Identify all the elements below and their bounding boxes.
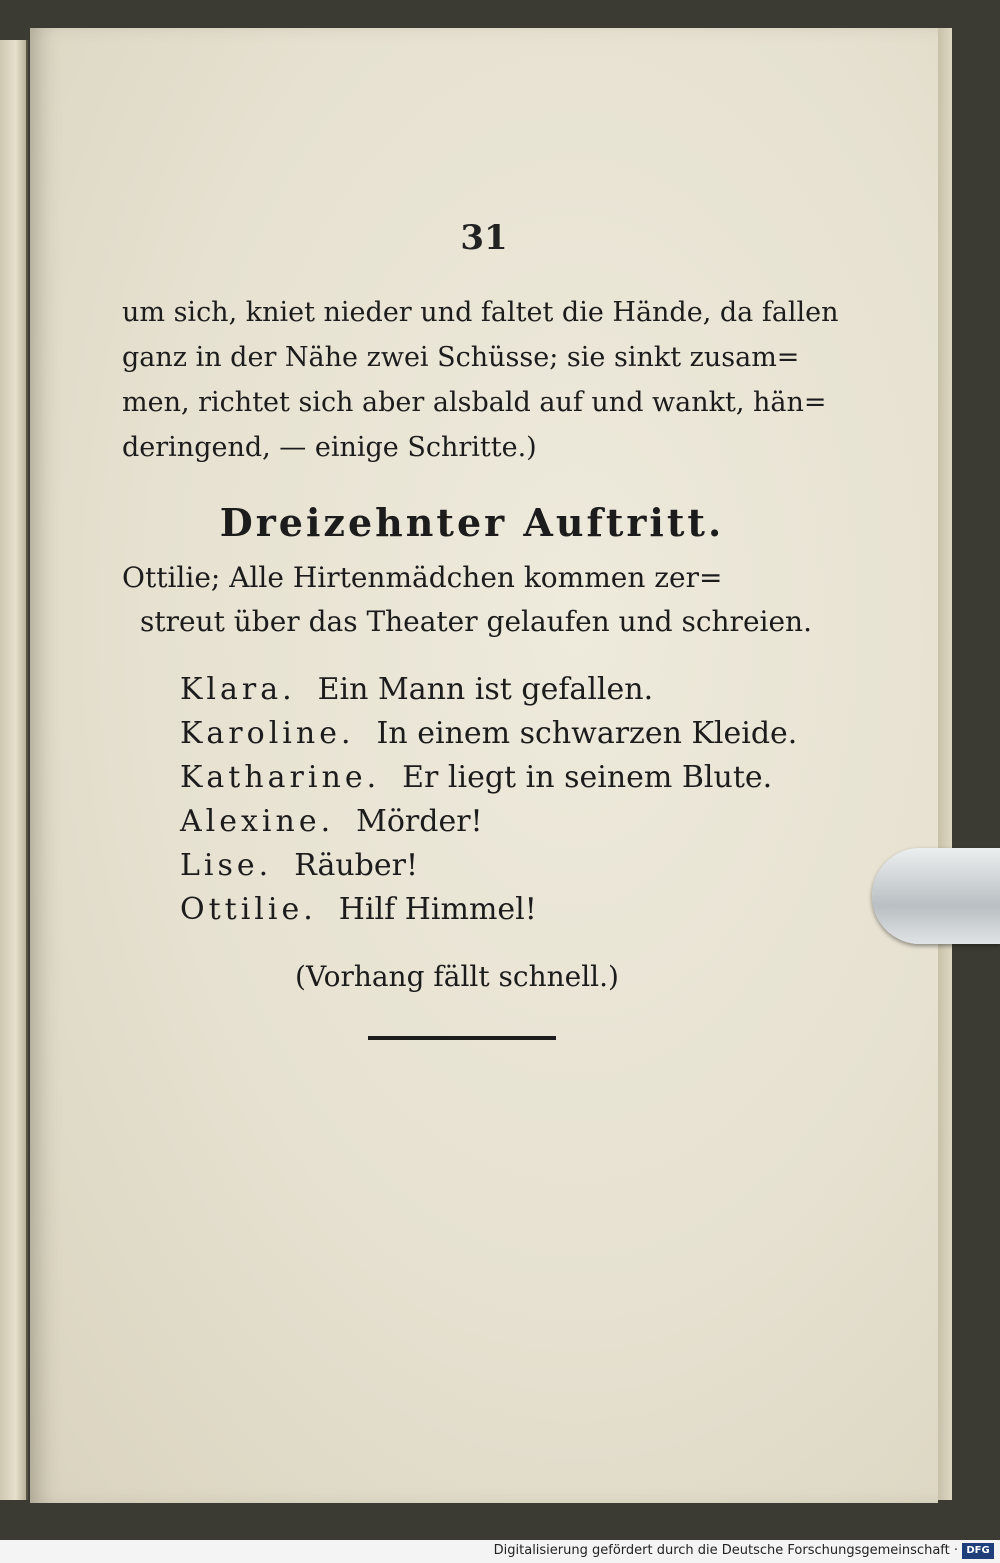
dialogue-text: Mörder!: [356, 804, 483, 839]
page-content: [122, 290, 839, 993]
speaker-name: Alexine.: [180, 804, 335, 839]
cast-line: streut über das Theater gelaufen und schreien.: [140, 605, 812, 638]
dialogue-row: [180, 756, 822, 800]
right-page-edge: [938, 28, 952, 1500]
dialogue-text: In einem schwarzen Kleide.: [376, 716, 798, 751]
scene-title: Dreizehnter Auftritt.: [219, 500, 725, 545]
dialogue-text: Ein Mann ist gefallen.: [317, 672, 654, 707]
speaker-name: Lise.: [180, 848, 273, 883]
dialogue-block: [122, 668, 822, 932]
speaker-name: Katharine.: [180, 760, 381, 795]
speaker-name: Klara.: [180, 672, 296, 707]
page-number: 31: [460, 218, 508, 258]
dialogue-row: [180, 888, 822, 932]
dialogue-text: Räuber!: [294, 848, 419, 883]
stage-direction-line: deringend, — einige Schritte.): [122, 432, 537, 463]
end-rule: [368, 1036, 556, 1040]
dfg-logo-icon: DFG: [962, 1543, 994, 1559]
book-page: [30, 28, 938, 1503]
footer-bar: [0, 1540, 1000, 1563]
stage-direction-line: um sich, kniet nieder und faltet die Hände, da fallen: [122, 297, 839, 328]
dialogue-row: [180, 844, 822, 888]
dialogue-row: [180, 800, 822, 844]
dialogue-text: Hilf Himmel!: [338, 892, 537, 927]
dialogue-row: [180, 668, 822, 712]
stage-direction-line: men, richtet sich aber alsbald auf und wankt, hän=: [122, 387, 827, 418]
footer-credit: Digitalisierung gefördert durch die Deutsche Forschungsgemeinschaft ·: [493, 1543, 958, 1558]
dialogue-text: Er liegt in seinem Blute.: [402, 760, 773, 795]
closing-stage-direction: (Vorhang fällt schnell.): [295, 960, 619, 993]
stage-direction: [122, 290, 839, 470]
speaker-name: Karoline.: [180, 716, 355, 751]
page-clip: [872, 848, 1000, 944]
cast-line: Ottilie; Alle Hirtenmädchen kommen zer=: [122, 561, 723, 594]
dialogue-row: [180, 712, 822, 756]
left-page-edge: [0, 40, 28, 1500]
speaker-name: Ottilie.: [180, 892, 317, 927]
stage-direction-line: ganz in der Nähe zwei Schüsse; sie sinkt zusam=: [122, 342, 800, 373]
